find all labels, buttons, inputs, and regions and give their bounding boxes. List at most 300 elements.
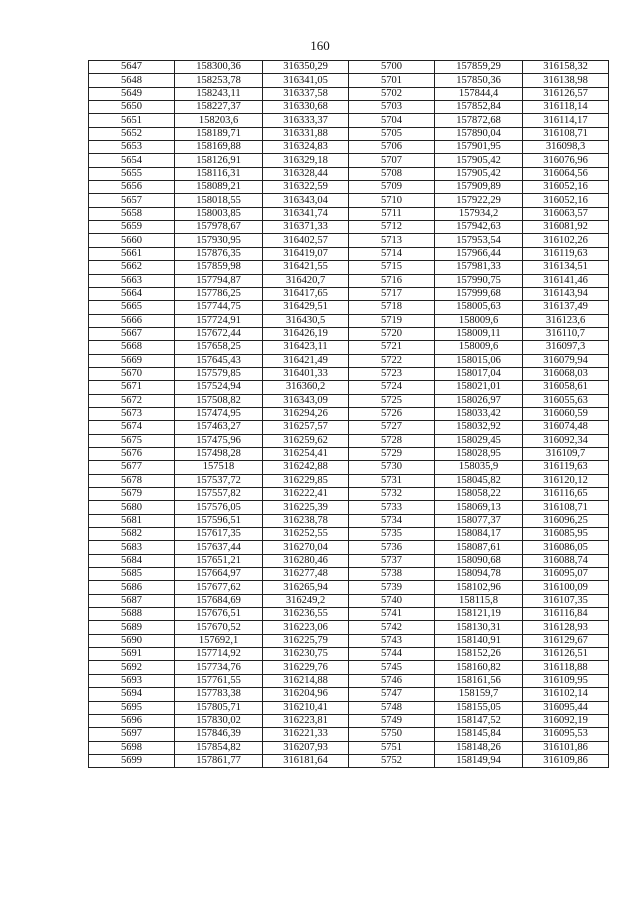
point-number-left-cell: 5698 [89,741,175,754]
x-coordinate-left-cell: 157761,55 [175,674,263,687]
point-number-left-cell: 5666 [89,314,175,327]
x-coordinate-left-cell: 157794,87 [175,274,263,287]
point-number-right-cell: 5750 [349,728,435,741]
table-row [89,594,609,607]
x-coordinate-left-cell: 157830,02 [175,714,263,727]
x-coordinate-right-cell: 158130,31 [435,621,523,634]
point-number-left-cell: 5695 [89,701,175,714]
x-coordinate-left-cell: 157664,97 [175,568,263,581]
x-coordinate-right-cell: 158032,92 [435,421,523,434]
point-number-left-cell: 5664 [89,287,175,300]
x-coordinate-right-cell: 157942,63 [435,221,523,234]
x-coordinate-left-cell: 157876,35 [175,247,263,260]
table-row [89,367,609,380]
x-coordinate-left-cell: 157498,28 [175,447,263,460]
x-coordinate-right-cell: 157953,54 [435,234,523,247]
point-number-right-cell: 5724 [349,381,435,394]
y-coordinate-right-cell: 316143,94 [523,287,609,300]
y-coordinate-right-cell: 316081,92 [523,221,609,234]
table-row [89,301,609,314]
y-coordinate-left-cell: 316426,19 [263,327,349,340]
point-number-right-cell: 5717 [349,287,435,300]
x-coordinate-left-cell: 158126,91 [175,154,263,167]
table-row [89,87,609,100]
x-coordinate-right-cell: 158009,6 [435,341,523,354]
y-coordinate-right-cell: 316108,71 [523,501,609,514]
table-row [89,407,609,420]
point-number-right-cell: 5748 [349,701,435,714]
x-coordinate-left-cell: 157859,98 [175,261,263,274]
point-number-left-cell: 5671 [89,381,175,394]
y-coordinate-right-cell: 316052,16 [523,181,609,194]
table-row [89,314,609,327]
point-number-right-cell: 5746 [349,674,435,687]
table-row [89,141,609,154]
y-coordinate-left-cell: 316360,2 [263,381,349,394]
point-number-right-cell: 5706 [349,141,435,154]
point-number-left-cell: 5692 [89,661,175,674]
point-number-left-cell: 5665 [89,301,175,314]
point-number-right-cell: 5728 [349,434,435,447]
x-coordinate-right-cell: 158017,04 [435,367,523,380]
y-coordinate-right-cell: 316138,98 [523,74,609,87]
point-number-right-cell: 5718 [349,301,435,314]
point-number-left-cell: 5653 [89,141,175,154]
x-coordinate-left-cell: 158189,71 [175,127,263,140]
point-number-right-cell: 5707 [349,154,435,167]
x-coordinate-right-cell: 157981,33 [435,261,523,274]
x-coordinate-right-cell: 158149,94 [435,754,523,767]
point-number-right-cell: 5705 [349,127,435,140]
x-coordinate-left-cell: 157670,52 [175,621,263,634]
y-coordinate-left-cell: 316333,37 [263,114,349,127]
point-number-right-cell: 5704 [349,114,435,127]
point-number-right-cell: 5712 [349,221,435,234]
y-coordinate-left-cell: 316423,11 [263,341,349,354]
table-row [89,74,609,87]
x-coordinate-left-cell: 158253,78 [175,74,263,87]
point-number-right-cell: 5737 [349,554,435,567]
x-coordinate-left-cell: 158003,85 [175,207,263,220]
x-coordinate-left-cell: 157978,67 [175,221,263,234]
y-coordinate-left-cell: 316421,49 [263,354,349,367]
point-number-right-cell: 5744 [349,648,435,661]
point-number-right-cell: 5702 [349,87,435,100]
y-coordinate-left-cell: 316324,83 [263,141,349,154]
x-coordinate-right-cell: 158160,82 [435,661,523,674]
x-coordinate-left-cell: 157645,43 [175,354,263,367]
y-coordinate-left-cell: 316294,26 [263,407,349,420]
y-coordinate-right-cell: 316134,51 [523,261,609,274]
point-number-right-cell: 5715 [349,261,435,274]
point-number-right-cell: 5723 [349,367,435,380]
x-coordinate-right-cell: 158009,6 [435,314,523,327]
y-coordinate-left-cell: 316343,09 [263,394,349,407]
point-number-right-cell: 5730 [349,461,435,474]
y-coordinate-left-cell: 316328,44 [263,167,349,180]
x-coordinate-right-cell: 158005,63 [435,301,523,314]
y-coordinate-left-cell: 316419,07 [263,247,349,260]
point-number-left-cell: 5688 [89,608,175,621]
x-coordinate-right-cell: 158035,9 [435,461,523,474]
x-coordinate-right-cell: 158029,45 [435,434,523,447]
y-coordinate-left-cell: 316401,33 [263,367,349,380]
y-coordinate-right-cell: 316076,96 [523,154,609,167]
table-row [89,501,609,514]
table-row [89,154,609,167]
x-coordinate-left-cell: 157677,62 [175,581,263,594]
table-row [89,114,609,127]
point-number-left-cell: 5657 [89,194,175,207]
y-coordinate-right-cell: 316052,16 [523,194,609,207]
x-coordinate-right-cell: 157999,68 [435,287,523,300]
point-number-left-cell: 5674 [89,421,175,434]
x-coordinate-right-cell: 157901,95 [435,141,523,154]
point-number-right-cell: 5733 [349,501,435,514]
y-coordinate-left-cell: 316330,68 [263,101,349,114]
y-coordinate-left-cell: 316214,88 [263,674,349,687]
point-number-left-cell: 5690 [89,634,175,647]
y-coordinate-right-cell: 316118,14 [523,101,609,114]
y-coordinate-left-cell: 316371,33 [263,221,349,234]
point-number-left-cell: 5676 [89,447,175,460]
x-coordinate-right-cell: 158090,68 [435,554,523,567]
y-coordinate-right-cell: 316158,32 [523,61,609,74]
y-coordinate-right-cell: 316110,7 [523,327,609,340]
x-coordinate-left-cell: 157651,21 [175,554,263,567]
y-coordinate-left-cell: 316236,55 [263,608,349,621]
x-coordinate-right-cell: 157844,4 [435,87,523,100]
point-number-right-cell: 5745 [349,661,435,674]
y-coordinate-right-cell: 316092,34 [523,434,609,447]
x-coordinate-left-cell: 158203,6 [175,114,263,127]
table-row [89,167,609,180]
y-coordinate-right-cell: 316092,19 [523,714,609,727]
y-coordinate-right-cell: 316074,48 [523,421,609,434]
y-coordinate-right-cell: 316085,95 [523,528,609,541]
table-row [89,127,609,140]
x-coordinate-left-cell: 157724,91 [175,314,263,327]
x-coordinate-left-cell: 158169,88 [175,141,263,154]
table-row [89,474,609,487]
y-coordinate-left-cell: 316417,65 [263,287,349,300]
coordinates-table-body [89,61,609,768]
x-coordinate-right-cell: 158009,11 [435,327,523,340]
table-row [89,688,609,701]
x-coordinate-right-cell: 158161,56 [435,674,523,687]
table-row [89,421,609,434]
x-coordinate-left-cell: 157861,77 [175,754,263,767]
y-coordinate-right-cell: 316116,84 [523,608,609,621]
point-number-left-cell: 5647 [89,61,175,74]
y-coordinate-right-cell: 316126,51 [523,648,609,661]
x-coordinate-right-cell: 158148,26 [435,741,523,754]
coordinates-table [88,60,609,768]
x-coordinate-left-cell: 158227,37 [175,101,263,114]
y-coordinate-left-cell: 316277,48 [263,568,349,581]
x-coordinate-right-cell: 158077,37 [435,514,523,527]
y-coordinate-left-cell: 316254,41 [263,447,349,460]
y-coordinate-left-cell: 316259,62 [263,434,349,447]
y-coordinate-right-cell: 316068,03 [523,367,609,380]
table-row [89,207,609,220]
x-coordinate-right-cell: 158028,95 [435,447,523,460]
y-coordinate-right-cell: 316095,07 [523,568,609,581]
point-number-left-cell: 5687 [89,594,175,607]
point-number-left-cell: 5649 [89,87,175,100]
point-number-left-cell: 5679 [89,488,175,501]
point-number-left-cell: 5694 [89,688,175,701]
x-coordinate-left-cell: 157617,35 [175,528,263,541]
x-coordinate-right-cell: 157934,2 [435,207,523,220]
y-coordinate-left-cell: 316221,33 [263,728,349,741]
x-coordinate-right-cell: 158033,42 [435,407,523,420]
y-coordinate-right-cell: 316120,12 [523,474,609,487]
x-coordinate-right-cell: 158152,26 [435,648,523,661]
table-row [89,661,609,674]
point-number-left-cell: 5696 [89,714,175,727]
point-number-right-cell: 5734 [349,514,435,527]
table-row [89,568,609,581]
table-row [89,61,609,74]
point-number-left-cell: 5689 [89,621,175,634]
x-coordinate-left-cell: 157676,51 [175,608,263,621]
table-row [89,608,609,621]
table-row [89,701,609,714]
point-number-left-cell: 5651 [89,114,175,127]
point-number-right-cell: 5714 [349,247,435,260]
point-number-right-cell: 5752 [349,754,435,767]
x-coordinate-left-cell: 157658,25 [175,341,263,354]
point-number-right-cell: 5722 [349,354,435,367]
point-number-left-cell: 5661 [89,247,175,260]
x-coordinate-right-cell: 158069,13 [435,501,523,514]
y-coordinate-right-cell: 316098,3 [523,141,609,154]
x-coordinate-right-cell: 157990,75 [435,274,523,287]
y-coordinate-right-cell: 316141,46 [523,274,609,287]
x-coordinate-left-cell: 157783,38 [175,688,263,701]
x-coordinate-left-cell: 157463,27 [175,421,263,434]
x-coordinate-right-cell: 158155,05 [435,701,523,714]
table-row [89,754,609,767]
point-number-left-cell: 5652 [89,127,175,140]
y-coordinate-left-cell: 316341,05 [263,74,349,87]
x-coordinate-right-cell: 158087,61 [435,541,523,554]
y-coordinate-left-cell: 316229,85 [263,474,349,487]
x-coordinate-right-cell: 157852,84 [435,101,523,114]
x-coordinate-left-cell: 157537,72 [175,474,263,487]
point-number-left-cell: 5693 [89,674,175,687]
x-coordinate-right-cell: 158015,06 [435,354,523,367]
y-coordinate-right-cell: 316109,86 [523,754,609,767]
y-coordinate-left-cell: 316230,75 [263,648,349,661]
y-coordinate-left-cell: 316331,88 [263,127,349,140]
point-number-left-cell: 5660 [89,234,175,247]
point-number-right-cell: 5751 [349,741,435,754]
point-number-left-cell: 5670 [89,367,175,380]
table-row [89,728,609,741]
point-number-left-cell: 5663 [89,274,175,287]
y-coordinate-right-cell: 316064,56 [523,167,609,180]
point-number-left-cell: 5682 [89,528,175,541]
x-coordinate-right-cell: 157966,44 [435,247,523,260]
table-row [89,234,609,247]
point-number-right-cell: 5721 [349,341,435,354]
y-coordinate-left-cell: 316257,57 [263,421,349,434]
x-coordinate-left-cell: 158116,31 [175,167,263,180]
table-row [89,528,609,541]
point-number-left-cell: 5668 [89,341,175,354]
point-number-right-cell: 5700 [349,61,435,74]
y-coordinate-left-cell: 316329,18 [263,154,349,167]
point-number-right-cell: 5749 [349,714,435,727]
table-row [89,634,609,647]
y-coordinate-right-cell: 316109,95 [523,674,609,687]
point-number-left-cell: 5684 [89,554,175,567]
point-number-right-cell: 5747 [349,688,435,701]
x-coordinate-right-cell: 158026,97 [435,394,523,407]
y-coordinate-left-cell: 316280,46 [263,554,349,567]
x-coordinate-left-cell: 158018,55 [175,194,263,207]
y-coordinate-right-cell: 316086,05 [523,541,609,554]
table-row [89,741,609,754]
y-coordinate-right-cell: 316055,63 [523,394,609,407]
table-row [89,514,609,527]
point-number-left-cell: 5654 [89,154,175,167]
x-coordinate-right-cell: 157872,68 [435,114,523,127]
x-coordinate-left-cell: 157684,69 [175,594,263,607]
table-row [89,247,609,260]
point-number-left-cell: 5675 [89,434,175,447]
point-number-left-cell: 5672 [89,394,175,407]
point-number-left-cell: 5699 [89,754,175,767]
y-coordinate-right-cell: 316116,65 [523,488,609,501]
table-row [89,381,609,394]
y-coordinate-right-cell: 316102,14 [523,688,609,701]
table-row [89,488,609,501]
y-coordinate-left-cell: 316421,55 [263,261,349,274]
y-coordinate-right-cell: 316102,26 [523,234,609,247]
x-coordinate-right-cell: 158121,19 [435,608,523,621]
x-coordinate-right-cell: 158115,8 [435,594,523,607]
x-coordinate-left-cell: 157579,85 [175,367,263,380]
x-coordinate-left-cell: 157714,92 [175,648,263,661]
y-coordinate-left-cell: 316350,29 [263,61,349,74]
y-coordinate-right-cell: 316107,35 [523,594,609,607]
y-coordinate-right-cell: 316128,93 [523,621,609,634]
point-number-right-cell: 5709 [349,181,435,194]
y-coordinate-left-cell: 316337,58 [263,87,349,100]
x-coordinate-left-cell: 157557,82 [175,488,263,501]
y-coordinate-right-cell: 316101,86 [523,741,609,754]
x-coordinate-right-cell: 157922,29 [435,194,523,207]
point-number-right-cell: 5711 [349,207,435,220]
y-coordinate-left-cell: 316252,55 [263,528,349,541]
x-coordinate-right-cell: 158045,82 [435,474,523,487]
table-row [89,327,609,340]
x-coordinate-left-cell: 158243,11 [175,87,263,100]
table-row [89,554,609,567]
table-row [89,341,609,354]
x-coordinate-right-cell: 158140,91 [435,634,523,647]
point-number-left-cell: 5678 [89,474,175,487]
y-coordinate-right-cell: 316100,09 [523,581,609,594]
point-number-left-cell: 5686 [89,581,175,594]
point-number-left-cell: 5683 [89,541,175,554]
point-number-left-cell: 5677 [89,461,175,474]
point-number-left-cell: 5691 [89,648,175,661]
x-coordinate-right-cell: 158058,22 [435,488,523,501]
y-coordinate-right-cell: 316118,88 [523,661,609,674]
x-coordinate-left-cell: 157596,51 [175,514,263,527]
table-row [89,221,609,234]
table-row [89,287,609,300]
y-coordinate-right-cell: 316137,49 [523,301,609,314]
x-coordinate-right-cell: 158094,78 [435,568,523,581]
table-row [89,447,609,460]
y-coordinate-right-cell: 316097,3 [523,341,609,354]
point-number-left-cell: 5685 [89,568,175,581]
table-row [89,434,609,447]
x-coordinate-left-cell: 157805,71 [175,701,263,714]
table-row [89,461,609,474]
table-row [89,394,609,407]
y-coordinate-left-cell: 316229,76 [263,661,349,674]
point-number-left-cell: 5656 [89,181,175,194]
y-coordinate-left-cell: 316265,94 [263,581,349,594]
x-coordinate-right-cell: 157905,42 [435,154,523,167]
x-coordinate-left-cell: 157930,95 [175,234,263,247]
x-coordinate-left-cell: 157518 [175,461,263,474]
x-coordinate-right-cell: 158145,84 [435,728,523,741]
x-coordinate-right-cell: 158021,01 [435,381,523,394]
x-coordinate-left-cell: 158089,21 [175,181,263,194]
y-coordinate-right-cell: 316079,94 [523,354,609,367]
y-coordinate-left-cell: 316207,93 [263,741,349,754]
x-coordinate-left-cell: 157846,39 [175,728,263,741]
y-coordinate-right-cell: 316114,17 [523,114,609,127]
point-number-left-cell: 5648 [89,74,175,87]
y-coordinate-right-cell: 316119,63 [523,461,609,474]
x-coordinate-left-cell: 158300,36 [175,61,263,74]
point-number-right-cell: 5725 [349,394,435,407]
x-coordinate-right-cell: 158159,7 [435,688,523,701]
x-coordinate-right-cell: 157890,04 [435,127,523,140]
point-number-right-cell: 5713 [349,234,435,247]
point-number-left-cell: 5658 [89,207,175,220]
y-coordinate-left-cell: 316204,96 [263,688,349,701]
point-number-left-cell: 5655 [89,167,175,180]
point-number-left-cell: 5680 [89,501,175,514]
point-number-right-cell: 5741 [349,608,435,621]
y-coordinate-right-cell: 316109,7 [523,447,609,460]
y-coordinate-right-cell: 316119,63 [523,247,609,260]
x-coordinate-left-cell: 157637,44 [175,541,263,554]
y-coordinate-left-cell: 316238,78 [263,514,349,527]
point-number-right-cell: 5739 [349,581,435,594]
y-coordinate-left-cell: 316225,39 [263,501,349,514]
point-number-right-cell: 5738 [349,568,435,581]
table-row [89,648,609,661]
point-number-right-cell: 5708 [349,167,435,180]
x-coordinate-right-cell: 158102,96 [435,581,523,594]
x-coordinate-left-cell: 157508,82 [175,394,263,407]
y-coordinate-left-cell: 316181,64 [263,754,349,767]
table-row [89,621,609,634]
table-row [89,541,609,554]
x-coordinate-left-cell: 157475,96 [175,434,263,447]
y-coordinate-right-cell: 316096,25 [523,514,609,527]
